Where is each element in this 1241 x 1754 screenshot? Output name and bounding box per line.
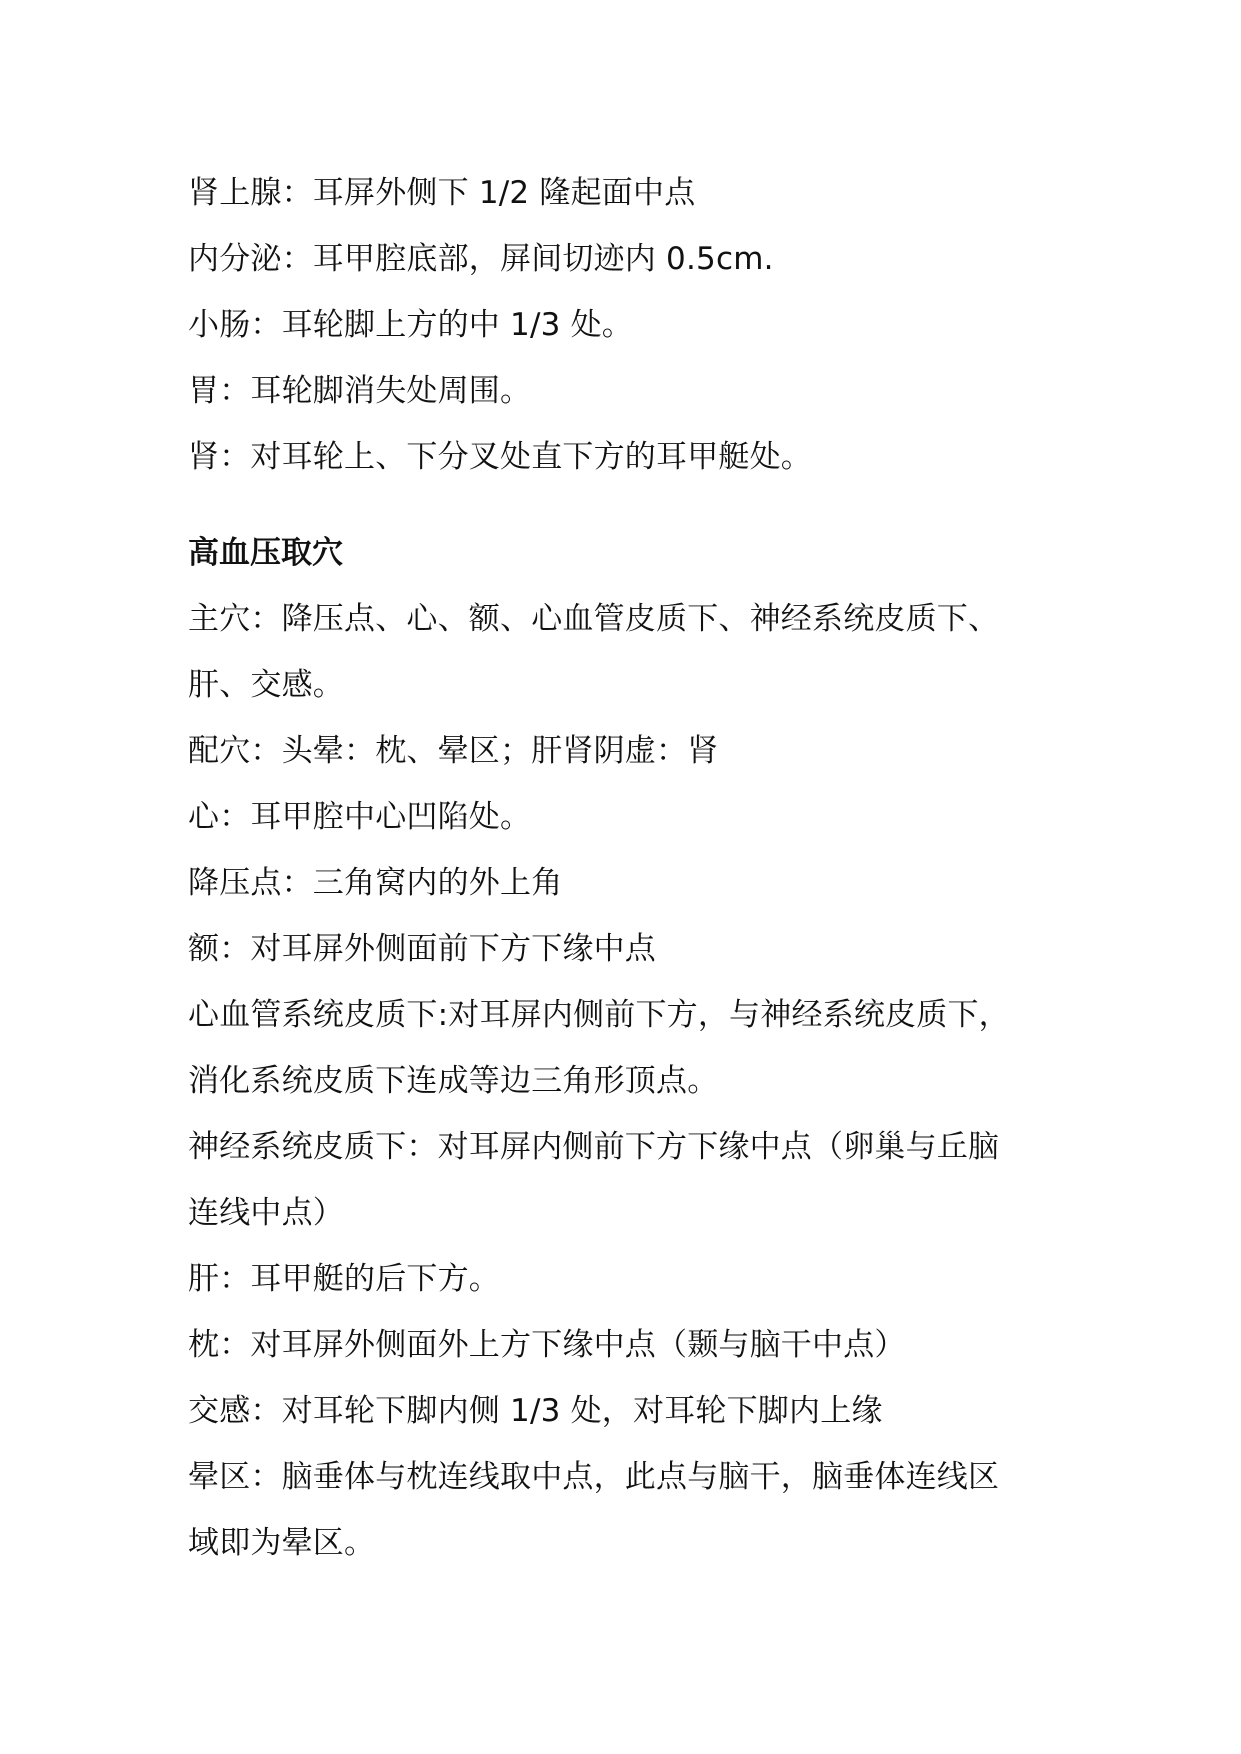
text-line-nervous-subcortex: 神经系统皮质下：对耳屏内侧前下方下缘中点（卵巢与丘脑 [188,1129,1000,1165]
text-line-nervous-subcortex-cont: 连线中点） [188,1195,344,1231]
text-line-hypotensive-point: 降压点：三角窝内的外上角 [188,865,563,901]
text-line-endocrine: 内分泌：耳甲腔底部，屏间切迹内 0.5cm. [188,241,774,277]
text-line-adrenal: 肾上腺：耳屏外侧下 1/2 隆起面中点 [188,175,696,211]
text-line-main-points-cont: 肝、交感。 [188,667,344,703]
text-line-cardiovascular-subcortex: 心血管系统皮质下:对耳屏内侧前下方，与神经系统皮质下， [188,997,1010,1033]
text-line-cardiovascular-subcortex-cont: 消化系统皮质下连成等边三角形顶点。 [188,1063,719,1099]
text-line-dizziness-area: 晕区：脑垂体与枕连线取中点，此点与脑干，脑垂体连线区 [188,1459,1000,1495]
text-line-dizziness-area-cont: 域即为晕区。 [188,1525,376,1561]
document-content [188,160,1068,1576]
text-line-stomach: 胃：耳轮脚消失处周围。 [188,373,532,409]
text-line-occiput: 枕：对耳屏外侧面外上方下缘中点（颞与脑干中点） [188,1327,906,1363]
text-line-liver: 肝：耳甲艇的后下方。 [188,1261,500,1297]
text-line-secondary-points: 配穴：头晕：枕、晕区；肝肾阴虚：肾 [188,733,719,769]
text-line-heart: 心：耳甲腔中心凹陷处。 [188,799,532,835]
text-line-sympathetic: 交感：对耳轮下脚内侧 1/3 处，对耳轮下脚内上缘 [188,1393,883,1429]
text-line-forehead: 额：对耳屏外侧面前下方下缘中点 [188,931,656,967]
section-heading-hypertension: 高血压取穴 [188,535,343,571]
section-spacer [188,490,1068,520]
text-line-main-points: 主穴：降压点、心、额、心血管皮质下、神经系统皮质下、 [188,601,1000,637]
text-line-kidney: 肾：对耳轮上、下分叉处直下方的耳甲艇处。 [188,439,812,475]
text-line-small-intestine: 小肠：耳轮脚上方的中 1/3 处。 [188,307,633,343]
